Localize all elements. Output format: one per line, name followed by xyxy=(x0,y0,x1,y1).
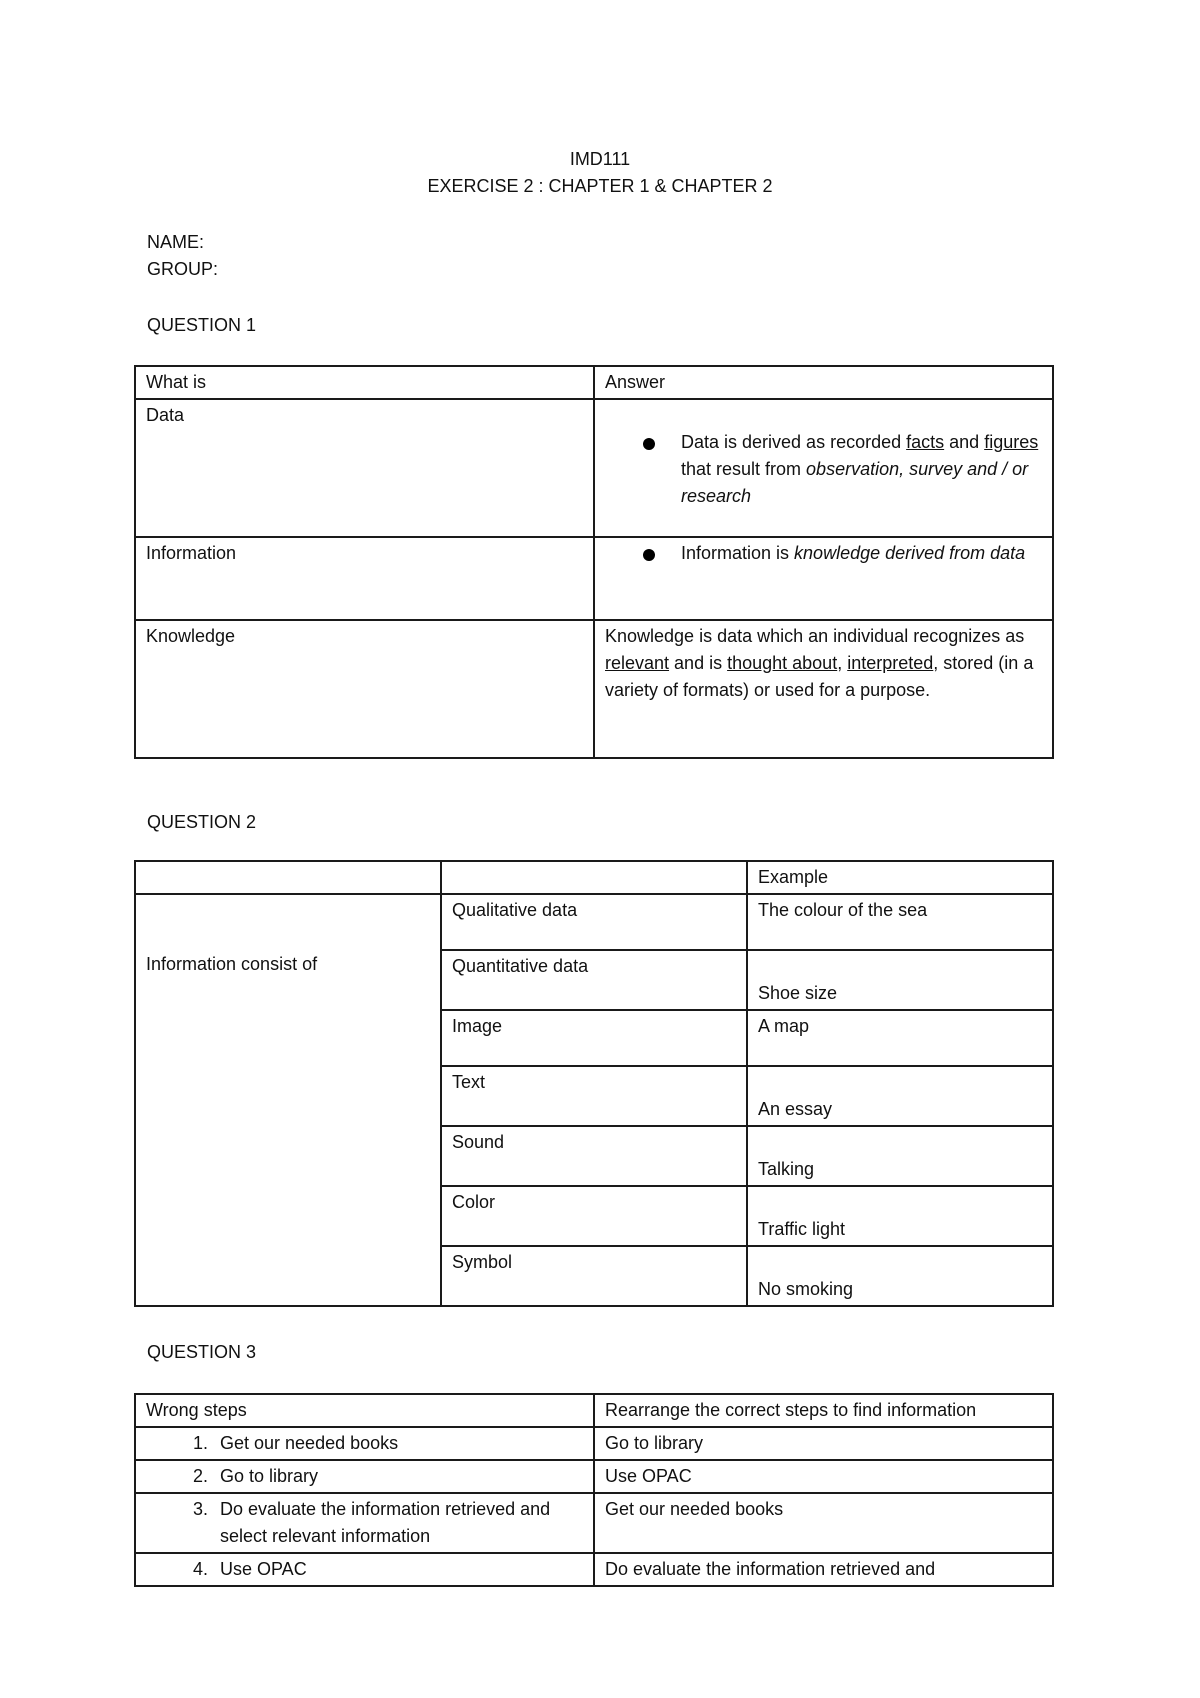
q3-wrong-cell: 4. Use OPAC xyxy=(135,1553,594,1586)
question-2-title: QUESTION 2 xyxy=(147,812,257,832)
q3-wrong-cell: 1. Get our needed books xyxy=(135,1427,594,1460)
q3-correct-cell: Go to library xyxy=(594,1427,1053,1460)
q2-header-blank-1 xyxy=(135,861,441,894)
q3-header-correct: Rearrange the correct steps to find information xyxy=(594,1394,1053,1427)
q2-header-example: Example xyxy=(747,861,1053,894)
q2-type-cell: Image xyxy=(441,1010,747,1066)
table-row xyxy=(135,1427,1053,1460)
q3-wrong-cell: 2. Go to library xyxy=(135,1460,594,1493)
question-3-title: QUESTION 3 xyxy=(147,1342,257,1362)
name-label: NAME: xyxy=(147,232,205,252)
q2-type-cell: Quantitative data xyxy=(441,950,747,1010)
q2-type-cell: Color xyxy=(441,1186,747,1246)
q1-header-what: What is xyxy=(135,366,594,399)
q2-example-cell: Talking xyxy=(747,1126,1053,1186)
q2-example-cell: An essay xyxy=(747,1066,1053,1126)
q3-wrong-cell: 3. Do evaluate the information retrieved and select relevant information xyxy=(135,1493,594,1553)
q2-example-cell: Traffic light xyxy=(747,1186,1053,1246)
question-1-title: QUESTION 1 xyxy=(147,315,257,335)
q3-correct-cell: Get our needed books xyxy=(594,1493,1053,1553)
q1-know-answer: Knowledge is data which an individual recognizes as relevant and is thought about, interpreted, stored (in a variety of formats) or used for a purpose. xyxy=(594,620,1053,758)
exercise-title: EXERCISE 2 : CHAPTER 1 & CHAPTER 2 xyxy=(427,176,773,196)
q1-data-label: Data xyxy=(135,399,594,537)
q2-type-cell: Text xyxy=(441,1066,747,1126)
q3-correct-cell: Do evaluate the information retrieved and xyxy=(594,1553,1053,1586)
q2-type-cell: Qualitative data xyxy=(441,894,747,950)
question-2-table xyxy=(134,860,1054,1307)
q1-header-answer: Answer xyxy=(594,366,1053,399)
q1-row-data xyxy=(135,399,1053,537)
q3-header-wrong: Wrong steps xyxy=(135,1394,594,1427)
table-row xyxy=(135,1493,1053,1553)
q2-type-cell: Symbol xyxy=(441,1246,747,1306)
group-label: GROUP: xyxy=(147,259,219,279)
q2-type-cell: Sound xyxy=(441,1126,747,1186)
table-row xyxy=(135,1460,1053,1493)
table-row xyxy=(135,1553,1053,1586)
q3-correct-cell: Use OPAC xyxy=(594,1460,1053,1493)
course-code: IMD111 xyxy=(569,149,631,169)
table-row xyxy=(135,894,1053,950)
q1-row-knowledge xyxy=(135,620,1053,758)
q2-left-label-cell xyxy=(135,894,441,1306)
q2-header-blank-2 xyxy=(441,861,747,894)
q1-info-answer: Information is knowledge derived from data xyxy=(594,537,1053,620)
q2-example-cell: The colour of the sea xyxy=(747,894,1053,950)
q2-example-cell: A map xyxy=(747,1010,1053,1066)
question-3-table xyxy=(134,1393,1054,1587)
q1-info-label: Information xyxy=(135,537,594,620)
q1-data-answer: Data is derived as recorded facts and figures that result from observation, survey and / or research xyxy=(594,399,1053,537)
q2-example-cell: Shoe size xyxy=(747,950,1053,1010)
q2-left-label: Information consist of xyxy=(146,954,318,974)
bullet-icon xyxy=(643,438,655,450)
question-1-table xyxy=(134,365,1054,759)
q1-row-information xyxy=(135,537,1053,620)
q1-know-label: Knowledge xyxy=(135,620,594,758)
q2-example-cell: No smoking xyxy=(747,1246,1053,1306)
bullet-icon xyxy=(643,549,655,561)
